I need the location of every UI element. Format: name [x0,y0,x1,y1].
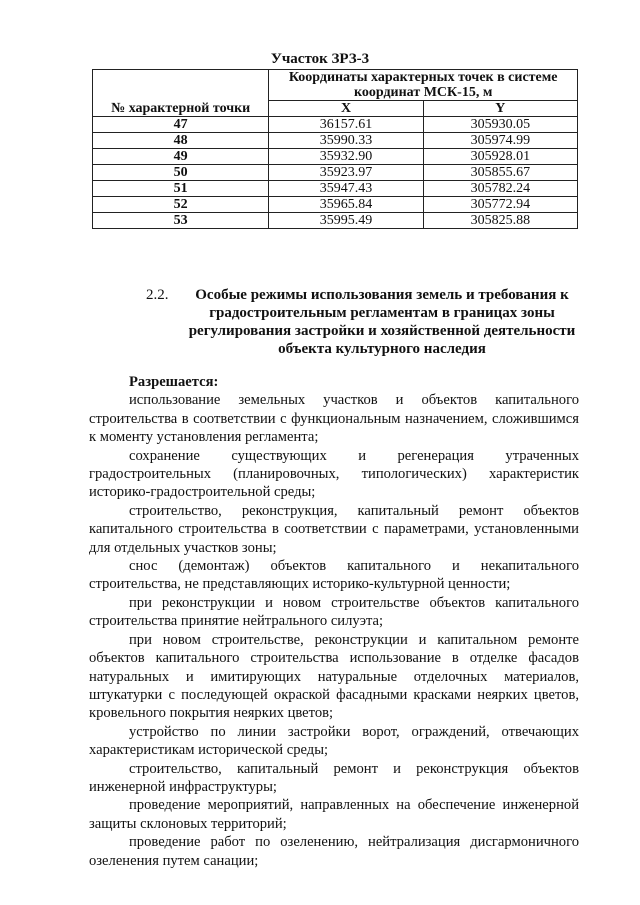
table-row [93,213,578,229]
allowed-section [89,373,579,870]
point-number-cell: 47 [93,117,269,133]
allowed-item: проведение мероприятий, направленных на обеспечение инженерной защиты склоновых территорий; [89,797,579,832]
point-number-cell: 50 [93,165,269,181]
x-cell: 35923.97 [269,165,423,181]
y-cell: 305772.94 [423,197,577,213]
allowed-item: сохранение существующих и регенерация утраченных градостроительных (планировочных, типологических) характеристик историко-градостроительной среды; [89,447,579,501]
x-cell: 35932.90 [269,149,423,165]
point-number-header: № характерной точки [93,70,269,117]
table-row [93,133,578,149]
table-row [93,181,578,197]
section-number: 2.2. [146,287,169,303]
y-cell: 305974.99 [423,133,577,149]
point-number-cell: 51 [93,181,269,197]
allowed-item: строительство, реконструкция, капитальный ремонт объектов капитального строительства в соответствии с параметрами, установленными для отдельных участков зоны; [89,502,579,556]
point-number-cell: 49 [93,149,269,165]
x-cell: 35965.84 [269,197,423,213]
table-row [93,117,578,133]
point-number-cell: 52 [93,197,269,213]
table-title: Участок ЗРЗ-3 [270,51,370,67]
y-cell: 305930.05 [423,117,577,133]
allowed-item: устройство по линии застройки ворот, ограждений, отвечающих характеристикам исторической среды; [89,723,579,759]
coordinates-table [92,69,578,229]
table-row [93,165,578,181]
coordinates-header: Координаты характерных точек в системе координат МСК-15, м [269,70,578,101]
x-cell: 35990.33 [269,133,423,149]
table-header-row [93,70,578,101]
allowed-item: строительство, капитальный ремонт и реконструкция объектов инженерной инфраструктуры; [89,760,579,795]
x-cell: 36157.61 [269,117,423,133]
allowed-item: при реконструкции и новом строительстве объектов капитального строительства принятие нейтрального силуэта; [89,594,579,630]
point-number-cell: 53 [93,213,269,229]
allowed-item: при новом строительстве, реконструкции и капитальном ремонте объектов капитального строительства использование в отделке фасадов натуральных и имитирующих натуральные отделочных материалов, штукатурки с последующей окраской фасадными красками неярких цветов, кровельного покрытия неярких цветов; [89,631,579,722]
section-title: Особые режимы использования земель и требования к градостроительным регламентам в границах зоны регулирования застройки и хозяйственной деятельности объекта культурного наследия [188,287,576,357]
table-row [93,197,578,213]
y-column-header: Y [423,101,577,117]
x-column-header: X [269,101,423,117]
y-cell: 305928.01 [423,149,577,165]
x-cell: 35995.49 [269,213,423,229]
allowed-item: проведение работ по озеленению, нейтрализация дисгармоничного озеленения путем санации; [89,834,579,869]
allowed-heading: Разрешается: [129,374,219,390]
table-row [93,149,578,165]
x-cell: 35947.43 [269,181,423,197]
allowed-item: использование земельных участков и объектов капитального строительства в соответствии с функциональным назначением, сложившимся к моменту установления регламента; [89,392,579,446]
y-cell: 305782.24 [423,181,577,197]
y-cell: 305825.88 [423,213,577,229]
point-number-cell: 48 [93,133,269,149]
allowed-item: снос (демонтаж) объектов капитального и некапитального строительства, не представляющих историко-культурной ценности; [89,558,579,593]
y-cell: 305855.67 [423,165,577,181]
